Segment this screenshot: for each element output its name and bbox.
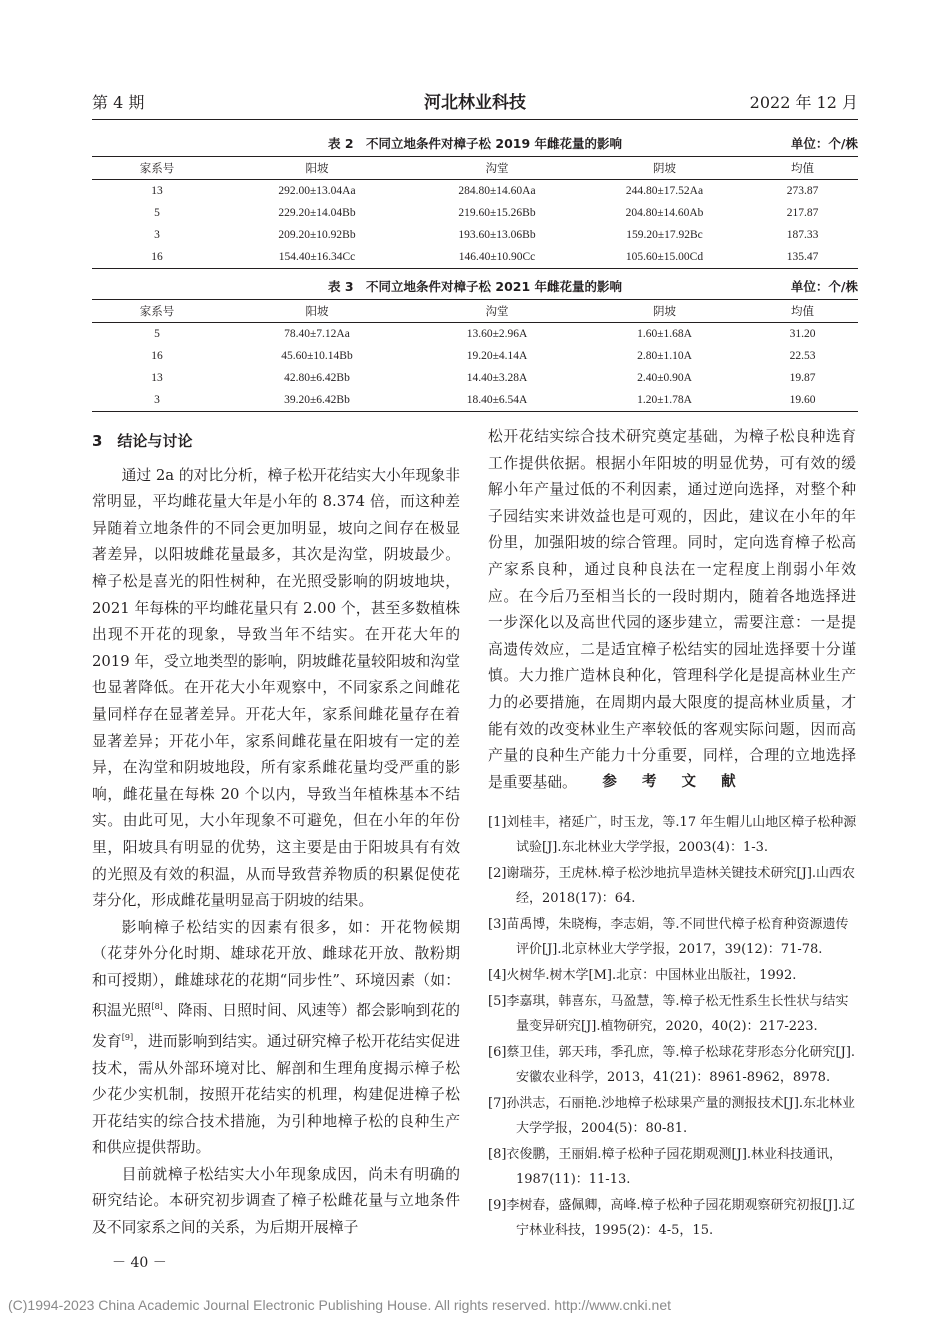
table-row bbox=[92, 323, 858, 346]
header-rule bbox=[92, 119, 858, 120]
table3-caption: 表 3 不同立地条件对樟子松 2021 年雌花量的影响 bbox=[327, 279, 623, 294]
reference-item: [3]苗禹博，朱晓梅，李志娟，等.不同世代樟子松育种资源遗传评价[J].北京林业大学学报，2017，39(12)：71-78. bbox=[488, 917, 849, 957]
reference-list bbox=[488, 810, 860, 1244]
table-row bbox=[92, 246, 858, 269]
table-cell: 135.47 bbox=[747, 246, 858, 269]
paragraph-text: ，进而影响到结实。通过研究樟子松开花结实促进技术，需从外部环境对比、解剖和生理角度揭示樟子松少花少实机制，按照开花结实的机理，构建促进樟子松开花结实的综合技术措施，为引种地樟子松的良种生产和供应提供帮助。 bbox=[92, 1032, 460, 1157]
table-header-cell: 沟堂 bbox=[412, 157, 582, 180]
table-cell: 292.00±13.04Aa bbox=[278, 185, 356, 197]
references-heading: 参 考 文 献 bbox=[602, 774, 746, 790]
table-cell: 2.80±1.10A bbox=[637, 350, 692, 362]
table-cell: 159.20±17.92Bc bbox=[626, 229, 703, 241]
table-header-row bbox=[92, 300, 858, 323]
citation-9[interactable]: [9] bbox=[121, 1032, 134, 1042]
table-cell: 217.87 bbox=[786, 207, 819, 219]
table-cell: 16 bbox=[92, 246, 222, 269]
table-header-cell: 阳坡 bbox=[222, 157, 412, 180]
table-cell: 78.40±7.12Aa bbox=[284, 328, 350, 340]
table-header-cell: 均值 bbox=[747, 157, 858, 180]
table-cell: 229.20±14.04Bb bbox=[278, 207, 356, 219]
table-cell: 22.53 bbox=[789, 350, 816, 362]
reference-item: [7]孙洪志，石丽艳.沙地樟子松球果产量的测报技术[J].东北林业大学学报，2004(5)：80-81. bbox=[488, 1096, 856, 1136]
table2-caption: 表 2 不同立地条件对樟子松 2019 年雌花量的影响 bbox=[327, 136, 623, 151]
table-cell: 3 bbox=[154, 229, 160, 241]
table-row bbox=[92, 202, 858, 224]
table-cell: 146.40±10.90Cc bbox=[412, 246, 582, 269]
table-header-cell: 家系号 bbox=[92, 300, 222, 323]
table-row bbox=[92, 345, 858, 367]
table-cell: 1.20±1.78A bbox=[582, 389, 747, 412]
table-cell: 105.60±15.00Cd bbox=[582, 246, 747, 269]
table-row bbox=[92, 180, 858, 203]
body-paragraph: 松开花结实综合技术研究奠定基础，为樟子松良种选育工作提供依据。根据小年阳坡的明显优势，可有效的缓解小年产量过低的不利因素，通过逆向选择，对整个种子园结实来讲效益也是可观的，因此，建议在小年的年份里，加强阳坡的综合管理。同时，定向选育樟子松高产家系良种，通过良种良法在一定程度上削弱小年效应。在今后乃至相当长的一段时期内，随着各地选择进一步深化以及高世代园的逐步建立，需要注意：一是提高遗传效应，二是适宜樟子松结实的园址选择要十分谨慎。大力推广造林良种化，管理科学化是提高林业生产力的必要措施，在周期内最大限度的提高林业质量，才能有效的改变林业生产率较低的客观实际问题，因而高产量的良种生产能力十分重要，同样，合理的立地选择是重要基础。 bbox=[488, 428, 856, 791]
table-cell: 19.20±4.14A bbox=[466, 350, 528, 362]
copyright-footer: (C)1994-2023 China Academic Journal Electronic Publishing House. All rights reserved. http://www.cnki.net bbox=[8, 1297, 671, 1313]
table-cell: 284.80±14.60Aa bbox=[458, 185, 536, 197]
reference-item: [9]李树春，盛佩卿，高峰.樟子松种子园花期观察研究初报[J].辽宁林业科技，1995(2)：4-5，15. bbox=[488, 1198, 856, 1238]
table-cell: 219.60±15.26Bb bbox=[458, 207, 536, 219]
body-paragraph: 通过 2a 的对比分析，樟子松开花结实大小年现象非常明显，平均雌花量大年是小年的 8.374 倍，而这种差异随着立地条件的不同会更加明显，坡向之间存在极显著差异，以阳坡雌花量最多，其次是沟堂，阴坡最少。樟子松是喜光的阳性树种，在光照受影响的阴坡地块，2021 年每株的平均雌花量只有 2.00 个，甚至多数植株出现不开花的现象，导致当年不结实。在开花大年的 2019 年，受立地类型的影响，阴坡雌花量较阳坡和沟堂也显著降低。在开花大小年观察中，不同家系之间雌花量同样存在显著差异。开花大年，家系间雌花量存在着显著差异；开花小年，家系间雌花量在阳坡有一定的差异，在沟堂和阴坡地段，所有家系雌花量均受严重的影响，雌花量在每株 20 个以内，导致当年植株基本不结实。由此可见，大小年现象不可避免，但在小年的年份里，阳坡具有明显的优势，这主要是由于阳坡具有有效的光照及有效的积温，从而导致营养物质的积累促使花芽分化，形成雌花量明显高于阴坡的结果。 bbox=[92, 466, 460, 910]
table-cell: 19.87 bbox=[789, 372, 816, 384]
table-cell: 2.40±0.90A bbox=[637, 372, 692, 384]
reference-item: [4]火树华.树木学[M].北京：中国林业出版社，1992. bbox=[488, 968, 797, 983]
table-cell: 1.60±1.68A bbox=[637, 328, 692, 340]
table-header-cell: 阴坡 bbox=[582, 157, 747, 180]
table-header-cell: 阴坡 bbox=[582, 300, 747, 323]
table-cell: 209.20±10.92Bb bbox=[278, 229, 356, 241]
table-cell: 3 bbox=[92, 389, 222, 412]
reference-item: [2]谢瑞芬，王虎林.樟子松沙地抗旱造林关键技术研究[J].山西农经，2018(17)：64. bbox=[488, 866, 856, 906]
body-paragraph: 目前就樟子松结实大小年现象成因，尚未有明确的研究结论。本研究初步调查了樟子松雌花量与立地条件及不同家系之间的关系，为后期开展樟子 bbox=[92, 1165, 460, 1237]
table-row bbox=[92, 367, 858, 389]
table-header-cell: 阳坡 bbox=[222, 300, 412, 323]
table-cell: 187.33 bbox=[786, 229, 819, 241]
table-cell: 5 bbox=[154, 328, 160, 340]
section-heading: 3 结论与讨论 bbox=[92, 432, 193, 450]
table-header-row bbox=[92, 157, 858, 180]
page-number: － 40 － bbox=[112, 1255, 167, 1271]
table-cell: 13 bbox=[151, 185, 163, 197]
table-cell: 39.20±6.42Bb bbox=[222, 389, 412, 412]
table-cell: 14.40±3.28A bbox=[466, 372, 528, 384]
table-header-cell: 沟堂 bbox=[412, 300, 582, 323]
reference-item: [8]衣俊鹏，王丽娟.樟子松种子园花期观测[J].林业科技通讯，1987(11)：11-13. bbox=[488, 1147, 843, 1187]
paragraph-text: 、降雨、日照时间、风速等）都会影响到花的发育 bbox=[92, 1002, 460, 1050]
reference-item: [5]李嘉琪，韩喜东，马盈慧，等.樟子松无性系生长性状与结实量变异研究[J].植物研究，2020，40(2)：217-223. bbox=[488, 994, 849, 1034]
table-cell: 244.80±17.52Aa bbox=[625, 185, 704, 197]
table-cell: 19.60 bbox=[747, 389, 858, 412]
table-cell: 31.20 bbox=[789, 328, 816, 340]
issue-date: 2022 年 12 月 bbox=[749, 93, 858, 112]
table3 bbox=[92, 299, 858, 412]
paragraph-text: 影响樟子松结实的因素有很多，如：开花物候期（花芽外分化时期、雄球花开放、雌球花开放、散粉期和可授期），雌雄球花的花期“同步性”、环境因素（如：积温光照 bbox=[92, 918, 460, 1020]
body-paragraph bbox=[92, 915, 460, 1162]
table2 bbox=[92, 156, 858, 269]
issue-number: 第 4 期 bbox=[92, 93, 145, 112]
table-cell: 16 bbox=[151, 350, 163, 362]
journal-title: 河北林业科技 bbox=[424, 93, 526, 113]
left-column bbox=[92, 428, 460, 1242]
table-cell: 13.60±2.96A bbox=[466, 328, 528, 340]
table-cell: 5 bbox=[154, 207, 160, 219]
right-column bbox=[488, 424, 856, 796]
table-row bbox=[92, 224, 858, 246]
table-cell: 193.60±13.06Bb bbox=[458, 229, 536, 241]
table-cell: 42.80±6.42Bb bbox=[284, 372, 350, 384]
table-cell: 18.40±6.54A bbox=[412, 389, 582, 412]
table2-unit: 单位：个/株 bbox=[790, 136, 858, 151]
table3-unit: 单位：个/株 bbox=[790, 279, 858, 294]
table-cell: 204.80±14.60Ab bbox=[625, 207, 704, 219]
reference-item: [1]刘桂丰，褚延广，时玉龙，等.17 年生帽儿山地区樟子松种源试验[J].东北林业大学学报，2003(4)：1-3. bbox=[488, 815, 857, 855]
table-row bbox=[92, 389, 858, 412]
citation-8[interactable]: [8] bbox=[151, 1002, 163, 1012]
table-cell: 13 bbox=[151, 372, 163, 384]
table-cell: 273.87 bbox=[786, 185, 819, 197]
table-cell: 45.60±10.14Bb bbox=[281, 350, 353, 362]
table-cell: 154.40±16.34Cc bbox=[222, 246, 412, 269]
reference-item: [6]蔡卫佳，郭天玮，季孔庶，等.樟子松球花芽形态分化研究[J].安徽农业科学，2013，41(21)：8961-8962，8978. bbox=[488, 1045, 856, 1085]
table-header-cell: 家系号 bbox=[92, 157, 222, 180]
table-header-cell: 均值 bbox=[747, 300, 858, 323]
